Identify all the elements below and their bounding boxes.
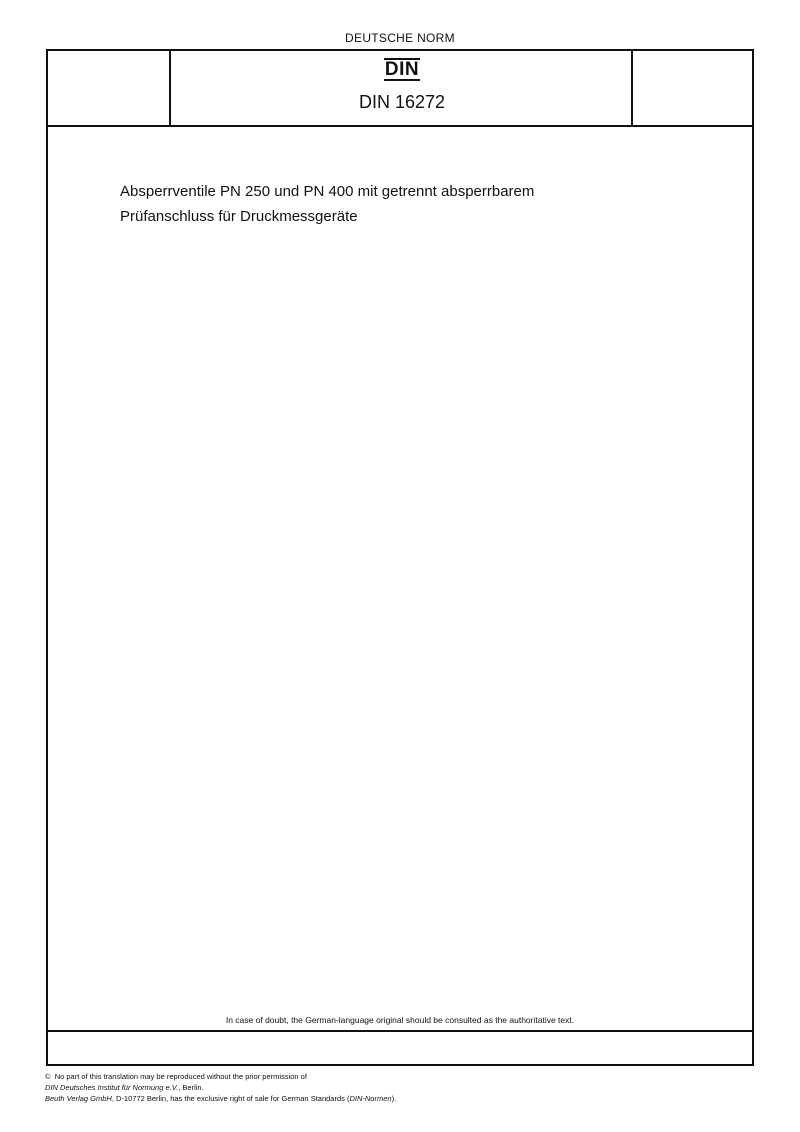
footer-divider <box>48 1030 752 1032</box>
top-label: DEUTSCHE NORM <box>345 31 455 45</box>
title-line-1: Absperrventile PN 250 und PN 400 mit getrennt absperrbarem <box>120 183 535 200</box>
copyright-line-3: Beuth Verlag GmbH, D-10772 Berlin, has the exclusive right of sale for German Standards (DIN-Normen). <box>45 1094 397 1103</box>
title-line-2: Prüfanschluss für Druckmessgeräte <box>120 208 358 225</box>
din-logo-text: DIN <box>384 59 420 80</box>
copyright-symbol: © <box>45 1072 51 1081</box>
header-row <box>48 51 752 127</box>
document-title <box>120 179 720 229</box>
header-cell-right <box>631 51 752 125</box>
document-frame <box>46 49 754 1066</box>
din-logo <box>171 58 633 81</box>
header-cell-left <box>48 51 171 125</box>
header-center <box>171 51 633 125</box>
copyright-line-2: DIN Deutsches Institut für Normung e.V., Berlin. <box>45 1083 204 1092</box>
document-number: DIN 16272 <box>358 92 446 112</box>
doubt-notice: In case of doubt, the German-language original should be consulted as the authoritative text. <box>225 1015 575 1025</box>
copyright-notice <box>45 1071 745 1104</box>
copyright-line-1: © No part of this translation may be reproduced without the prior permission of <box>45 1072 307 1081</box>
